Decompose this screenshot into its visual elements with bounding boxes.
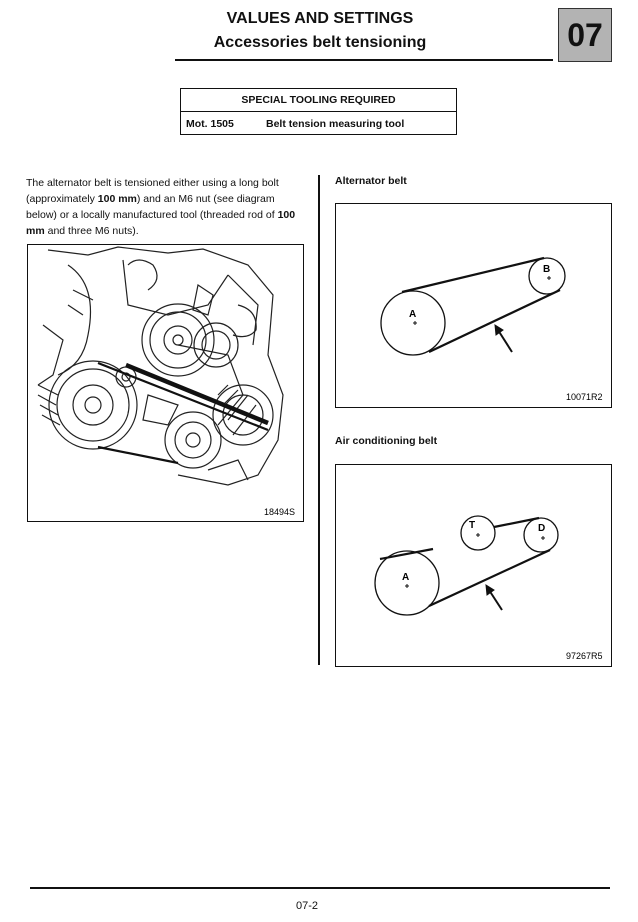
tooling-title: SPECIAL TOOLING REQUIRED [181,89,456,112]
page-number: 07-2 [296,900,319,912]
chapter-badge: 07 [558,8,612,62]
pulley-t-label: T [469,520,476,531]
pulley-b-label: B [543,264,551,275]
ac-figure-ref: 97267R5 [566,651,603,661]
tool-reference: Mot. 1505 [186,118,234,130]
engine-figure-ref: 18494S [264,507,296,517]
alternator-figure-ref: 10071R2 [566,392,603,402]
tool-description: Belt tension measuring tool [266,118,405,130]
column-divider [318,175,320,665]
alternator-belt-caption: Alternator belt [335,175,407,187]
ac-belt-illustration [336,465,611,666]
alternator-belt-diagram [335,203,612,408]
header-divider [175,59,553,61]
footer-divider [30,887,610,889]
instruction-paragraph: The alternator belt is tensioned either using a long bolt (approximately 100 mm) and an M6 nut (see diagram below) or a locally manufactured tool (threaded rod of 100 mm and three M6 nuts). [26,177,296,237]
alternator-belt-illustration [336,204,611,407]
ac-belt-caption: Air conditioning belt [335,435,438,447]
pulley-d-label: D [538,523,546,534]
special-tooling-table [180,88,457,135]
section-title: VALUES AND SETTINGS [226,10,414,27]
pulley-a-label: A [402,572,410,583]
ac-belt-diagram [335,464,612,667]
page-subtitle: Accessories belt tensioning [213,34,427,51]
pulley-a-label: A [409,309,417,320]
engine-illustration [28,245,303,521]
engine-diagram [27,244,304,522]
